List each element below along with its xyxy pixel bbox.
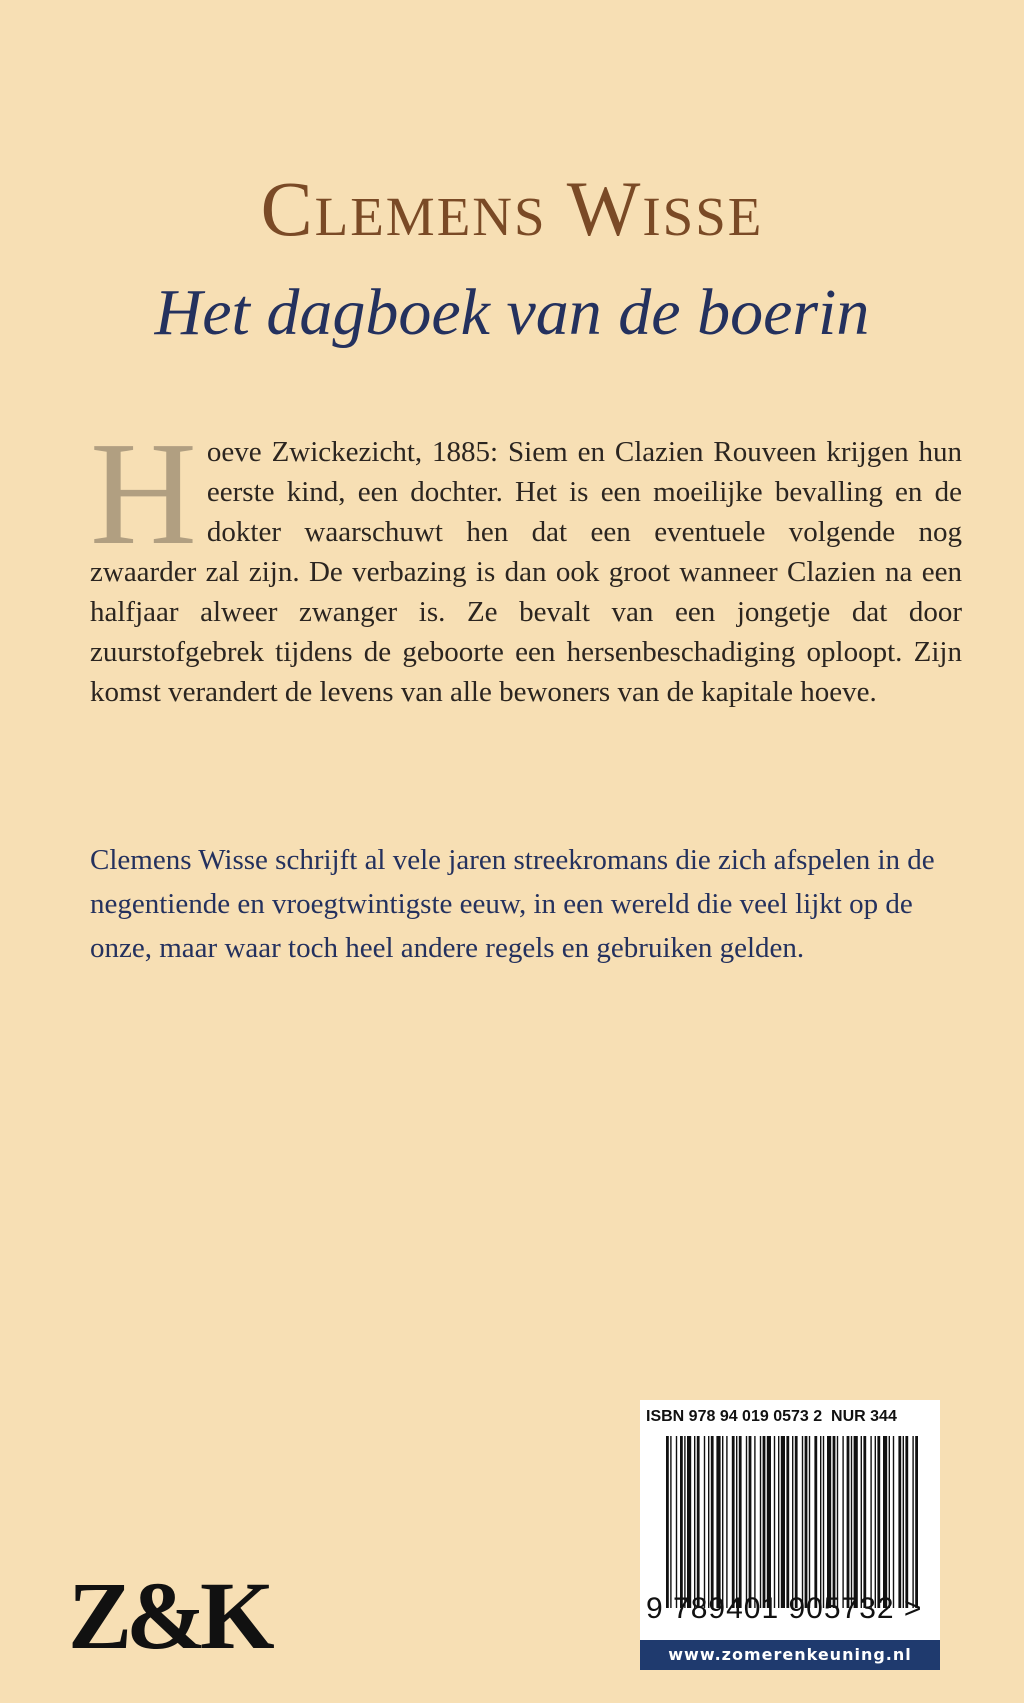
barcode-digits: 9 789401 905732 > (646, 1592, 923, 1625)
barcode-bar (898, 1436, 901, 1608)
barcode-bar (754, 1436, 755, 1608)
barcode-bar (877, 1436, 880, 1608)
barcode-bar (809, 1436, 810, 1608)
barcode-bar (726, 1436, 727, 1608)
barcode-bar (805, 1436, 808, 1608)
barcode-bar (708, 1436, 709, 1608)
barcode-bar (915, 1436, 918, 1608)
barcode-bar (774, 1436, 775, 1608)
isbn-barcode-box (640, 1400, 940, 1670)
barcode-bar (767, 1436, 771, 1608)
book-title: Het dagboek van de boerin (154, 276, 870, 349)
barcode-bar (684, 1436, 685, 1608)
isbn-line (646, 1408, 936, 1426)
blurb-paragraph (90, 412, 962, 712)
barcode-bar (736, 1436, 737, 1608)
barcode-bar (732, 1436, 735, 1608)
barcode (666, 1436, 918, 1608)
barcode-bar (851, 1436, 852, 1608)
barcode-bar (711, 1436, 714, 1608)
author-bio: Clemens Wisse schrijft al vele jaren streekromans die zich afspelen in de negentiende en vroegtwintigste eeuw, in een wereld die veel lijkt op de onze, maar waar toch heel andere regels en gebruiken gelden. (90, 844, 935, 964)
author-name: Clemens Wisse (260, 165, 764, 252)
nur-code: NUR 344 (831, 1408, 897, 1425)
barcode-bar (795, 1436, 798, 1608)
isbn-number: ISBN 978 94 019 0573 2 (646, 1408, 823, 1425)
barcode-bar (802, 1436, 803, 1608)
barcode-bar (883, 1436, 887, 1608)
barcode-bar (694, 1436, 695, 1608)
publisher-website[interactable]: www.zomerenkeuning.nl (640, 1640, 940, 1670)
barcode-bar (870, 1436, 871, 1608)
barcode-bar (760, 1436, 761, 1608)
barcode-bar (676, 1436, 677, 1608)
barcode-bar (905, 1436, 908, 1608)
barcode-bar (739, 1436, 742, 1608)
barcode-bar (670, 1436, 671, 1608)
barcode-bar (875, 1436, 876, 1608)
barcode-bar (820, 1436, 821, 1608)
barcode-bar (833, 1436, 836, 1608)
barcode-bar (903, 1436, 904, 1608)
barcode-bar (749, 1436, 752, 1608)
barcode-bar (842, 1436, 843, 1608)
barcode-bar (716, 1436, 720, 1608)
publisher-logo: Z&K (68, 1562, 269, 1669)
barcode-bar (837, 1436, 838, 1608)
blurb-text: oeve Zwickezicht, 1885: Siem en Clazien Rouveen krijgen hun eerste kind, een dochter. Het is een moeilijke bevalling en de dokter waarschuwt hen dat een eventuele volgende nog zwaarder zal zijn. De verbazing is dan ook groot wanneer Clazien na een halfjaar alweer zwanger is. Ze bevalt van een jongetje dat door zuurstofgebrek tijdens de geboorte een hersenbeschadiging oploopt. Zijn komst verandert de levens van alle bewoners van de kapitale hoeve. (90, 436, 962, 708)
barcode-bar (763, 1436, 766, 1608)
barcode-bar (863, 1436, 866, 1608)
barcode-bar (847, 1436, 850, 1608)
barcode-bar (666, 1436, 669, 1608)
barcode-bar (792, 1436, 793, 1608)
barcode-bar (912, 1436, 913, 1608)
barcode-bar (861, 1436, 862, 1608)
barcode-bar (778, 1436, 779, 1608)
barcode-bar (680, 1436, 683, 1608)
barcode-bar (781, 1436, 785, 1608)
barcode-bar (746, 1436, 747, 1608)
barcode-bar (823, 1436, 824, 1608)
barcode-bar (786, 1436, 789, 1608)
barcode-bar (722, 1436, 723, 1608)
barcode-bar (704, 1436, 705, 1608)
barcode-bar (854, 1436, 858, 1608)
barcode-bar (893, 1436, 894, 1608)
barcode-bar (697, 1436, 700, 1608)
barcode-bar (814, 1436, 817, 1608)
barcode-bar (827, 1436, 831, 1608)
barcode-bar (889, 1436, 890, 1608)
barcode-bar (687, 1436, 691, 1608)
drop-cap: H (90, 412, 197, 576)
